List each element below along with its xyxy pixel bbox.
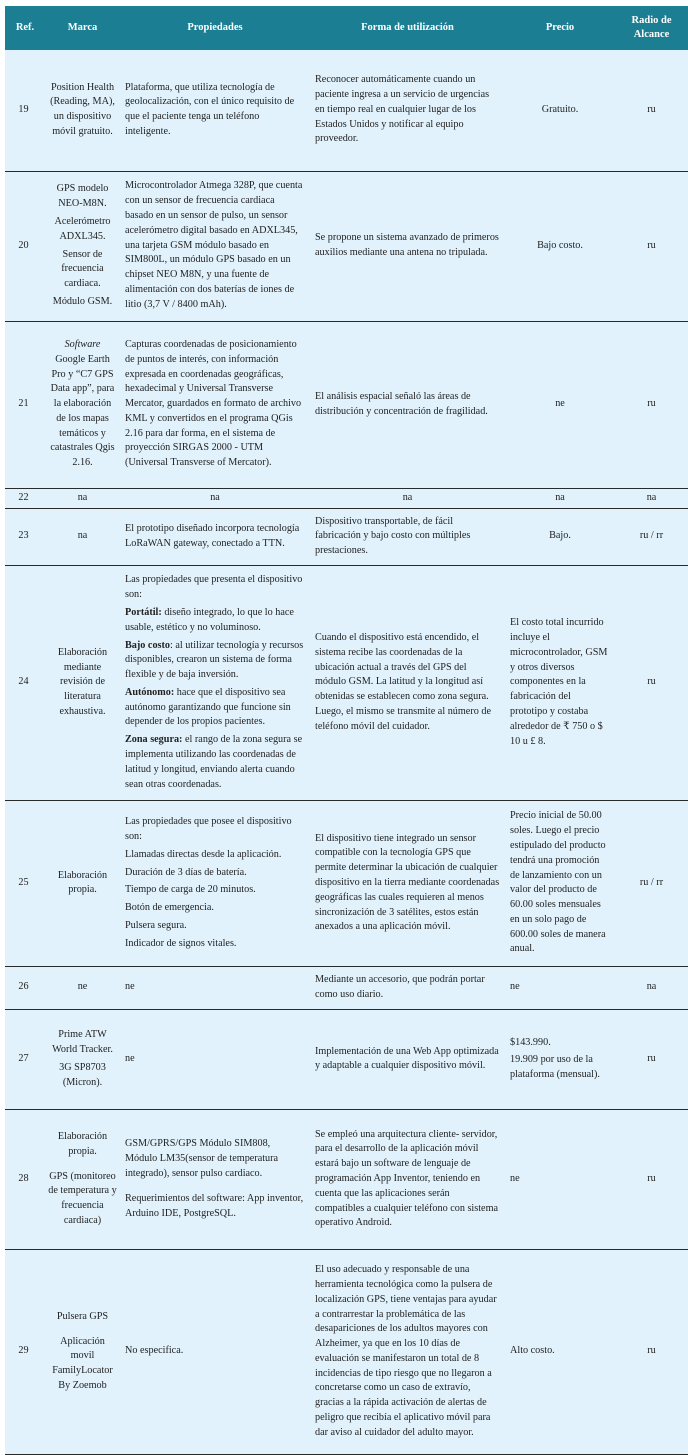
table-row bbox=[5, 565, 688, 800]
devices-comparison-table bbox=[5, 6, 688, 1455]
marca-line: GPS (monitoreo de temperatura y frecuencia cardiaca) bbox=[48, 1170, 117, 1226]
propiedad-key: Portátil: bbox=[125, 606, 162, 618]
cell-radio: na bbox=[646, 491, 657, 503]
marca-line: Aplicación movil FamilyLocator By Zoemob bbox=[52, 1335, 113, 1392]
cell-forma: El análisis espacial señaló las áreas de distribución y concentración de fragilidad. bbox=[315, 390, 488, 417]
propiedad-item: Duración de 3 días de batería. bbox=[125, 866, 247, 878]
cell-precio: ne bbox=[555, 398, 565, 410]
cell-ref: 27 bbox=[18, 1052, 29, 1064]
cell-forma: na bbox=[402, 491, 413, 503]
propiedad-key: Zona segura: bbox=[125, 734, 183, 746]
table-row bbox=[5, 488, 688, 508]
cell-ref: 24 bbox=[18, 676, 29, 688]
cell-forma: Cuando el dispositivo está encendido, el sistema recibe las coordenadas de la ubicación actual a través del GPS del módulo GSM. La latitud y la longitud así obtenidas se establecen como zona segura. Luego, el mismo se transmite al número de teléfono móvil del cuidador. bbox=[315, 632, 491, 732]
propiedad-item: Botón de emergencia. bbox=[125, 902, 214, 914]
table-row bbox=[5, 966, 688, 1009]
cell-ref: 19 bbox=[18, 103, 29, 115]
cell-forma: Mediante un accesorio, que podrán portar como uso diario. bbox=[315, 974, 485, 1000]
table-row bbox=[5, 1009, 688, 1109]
propiedad-item bbox=[125, 606, 305, 636]
cell-precio: Precio inicial de 50.00 soles. Luego el precio estipulado del producto tendrá una promoción de lanzamiento con un valor del producto de 60.00 soles mensuales en un solo pago de 600.00 soles de manera anual. bbox=[510, 810, 606, 955]
cell-ref: 25 bbox=[18, 876, 29, 888]
header-precio: Precio bbox=[505, 6, 615, 50]
propiedad-item bbox=[125, 686, 305, 730]
cell-forma: Se propone un sistema avanzado de primeros auxilios mediante una antena no tripulada. bbox=[315, 232, 499, 258]
propiedad-item bbox=[125, 733, 305, 792]
table-row bbox=[5, 171, 688, 321]
cell-radio: ru / rr bbox=[639, 530, 664, 542]
propiedad-text: el rango de la zona segura se implementa utilizando las coordenadas de latitud y longitud, enviando alerta cuando sean otras coordenadas. bbox=[125, 734, 303, 790]
propiedad-text: diseño integrado, lo que lo hace usable, estético y no voluminoso. bbox=[125, 606, 294, 633]
propiedad-text: : al utilizar tecnología y recursos disponibles, crearon un sistema de forma flexible y de baja inversión. bbox=[125, 639, 304, 681]
propiedad-item: Indicador de signos vitales. bbox=[125, 937, 237, 949]
cell-marca: Position Health (Reading, MA), un dispositivo móvil gratuito. bbox=[50, 81, 115, 138]
cell-marca bbox=[45, 1249, 120, 1454]
header-marca: Marca bbox=[45, 6, 120, 50]
cell-radio: ru bbox=[647, 239, 656, 251]
cell-precio: ne bbox=[510, 1172, 520, 1184]
propiedad-key: Autónomo: bbox=[125, 686, 175, 698]
cell-forma: Reconocer automáticamente cuando un paciente ingresa a un servicio de urgencias en tiempo real en cualquier lugar de los Estados Unidos y notificar al equipo proveedor. bbox=[315, 74, 490, 145]
propiedad-item: Pulsera segura. bbox=[125, 919, 187, 931]
table-row bbox=[5, 321, 688, 488]
header-forma: Forma de utilización bbox=[310, 6, 505, 50]
cell-precio: Alto costo. bbox=[510, 1345, 555, 1357]
cell-ref: 20 bbox=[18, 239, 29, 251]
cell-propiedades: ne bbox=[125, 1052, 135, 1064]
table-header-row bbox=[5, 6, 688, 50]
marca-line: Acelerómetro ADXL345. bbox=[54, 215, 111, 242]
cell-forma: Implementación de una Web App optimizada y adaptable a cualquier dispositivo móvil. bbox=[315, 1045, 499, 1072]
cell-marca bbox=[45, 171, 120, 321]
marca-line: Elaboración propia. bbox=[57, 1131, 108, 1157]
cell-precio: Bajo costo. bbox=[537, 239, 583, 251]
cell-ref: 26 bbox=[18, 981, 29, 993]
cell-ref: 29 bbox=[18, 1345, 29, 1357]
cell-precio: ne bbox=[510, 981, 520, 993]
cell-radio: ru bbox=[647, 398, 656, 410]
cell-forma: El uso adecuado y responsable de una herramienta tecnológica como la pulsera de localización GPS, tiene ventajas para ayudar a contrarrestar la problemática de las desapariciones de los adultos mayores con Alzheimer, ya que en los 10 días de evaluación se manifestaron un total de 8 incidencias de tipo riesgo que no llegaron a concretarse como un caso de extravío, gracias a la rápida activación de alertas de peligro que recibía el aplicativo móvil para dar aviso al cuidador del adulto mayor. bbox=[315, 1264, 497, 1438]
cell-propiedades: ne bbox=[125, 981, 135, 993]
cell-propiedades bbox=[120, 800, 310, 966]
cell-ref: 22 bbox=[18, 491, 29, 503]
table-row bbox=[5, 800, 688, 966]
cell-radio: ru / rr bbox=[639, 876, 664, 888]
cell-propiedades bbox=[120, 565, 310, 800]
table-row bbox=[5, 508, 688, 565]
cell-radio: ru bbox=[647, 103, 656, 115]
cell-marca: na bbox=[77, 530, 88, 542]
propiedad-key: Bajo costo bbox=[125, 639, 170, 651]
marca-text: Google Earth Pro y “C7 GPS Data app”, para la elaboración de los mapas temáticos y catastrales Qgis 2.16. bbox=[50, 353, 115, 469]
marca-line: Sensor de frecuencia cardiaca. bbox=[61, 248, 104, 290]
header-propiedades: Propiedades bbox=[120, 6, 310, 50]
marca-line: Módulo GSM. bbox=[52, 295, 113, 307]
cell-propiedades: No especifica. bbox=[125, 1345, 184, 1357]
cell-marca: Elaboración mediante revisión de literatura exhaustiva. bbox=[57, 646, 108, 718]
cell-radio: ru bbox=[647, 1052, 656, 1064]
propiedades-intro: Las propiedades que presenta el dispositivo son: bbox=[125, 574, 303, 601]
cell-precio: na bbox=[555, 491, 565, 503]
cell-propiedades: Capturas coordenadas de posicionamiento de puntos de interés, con información expresada en coordenadas geográficas, hexadecimal y Universal Transverse Mercator, guardados en formato de archivo KML y convertidos en el programa QGis 2.16 para dar forma, en el sistema de proyección SIRGAS 2000 - UTM (Universal Transverse of Mercator). bbox=[125, 338, 302, 469]
cell-radio: na bbox=[646, 981, 657, 993]
cell-marca bbox=[45, 1109, 120, 1249]
table-row bbox=[5, 1109, 688, 1249]
propiedad-item: Llamadas directas desde la aplicación. bbox=[125, 848, 282, 860]
cell-radio: ru bbox=[647, 1172, 656, 1184]
cell-propiedades bbox=[120, 1109, 310, 1249]
cell-marca: ne bbox=[77, 981, 88, 993]
cell-marca bbox=[45, 1009, 120, 1109]
cell-ref: 21 bbox=[18, 398, 29, 410]
cell-precio bbox=[505, 1009, 615, 1109]
cell-propiedades: na bbox=[210, 491, 220, 503]
header-ref: Ref. bbox=[5, 6, 45, 50]
propiedad-item: GSM/GPRS/GPS Módulo SIM808, Módulo LM35(sensor de temperatura integrado), sensor pulso cardiaco. bbox=[125, 1138, 279, 1179]
propiedad-item: Requerimientos del software: App inventor, Arduino IDE, PostgreSQL. bbox=[125, 1192, 304, 1219]
cell-propiedades: Plataforma, que utiliza tecnología de geolocalización, con el único requisito de que el paciente tenga un teléfono inteligente. bbox=[125, 81, 295, 138]
cell-propiedades: Microcontrolador Atmega 328P, que cuenta con un sensor de frecuencia cardiaca basado en un sensor de pulso, un sensor acelerómetro digital basado en ADXL345, una tarjeta GSM módulo basado en SIM800L, un módulo GPS basado en un chipset NEO M8N, y una fuente de alimentación con dos baterías de iones de litio (3,7 V / 8400 mAh). bbox=[125, 180, 303, 310]
cell-ref: 28 bbox=[18, 1172, 29, 1184]
cell-propiedades: El prototipo diseñado incorpora tecnología LoRaWAN gateway, conectado a TTN. bbox=[125, 522, 300, 549]
cell-marca bbox=[45, 321, 120, 488]
marca-line: GPS modelo NEO-M8N. bbox=[56, 183, 109, 210]
cell-radio: ru bbox=[647, 676, 656, 688]
marca-line: Pulsera GPS bbox=[56, 1310, 109, 1322]
cell-radio: ru bbox=[647, 1345, 656, 1357]
header-radio: Radio de Alcance bbox=[615, 6, 688, 50]
cell-marca: na bbox=[77, 491, 88, 503]
propiedad-item: Tiempo de carga de 20 minutos. bbox=[125, 884, 256, 896]
table-row bbox=[5, 1249, 688, 1454]
marca-italic: Software bbox=[64, 338, 101, 350]
propiedad-item bbox=[125, 639, 305, 683]
cell-ref: 23 bbox=[18, 530, 29, 542]
marca-line: Prime ATW World Tracker. bbox=[52, 1029, 113, 1056]
cell-forma: El dispositivo tiene integrado un sensor compatible con la tecnología GPS que permite determinar la ubicación de cualquier dispositivo en la tierra mediante coordenadas geográficas las cuales requieren al menos sincronización de 3 satélites, estos están anexados a una aplicación móvil. bbox=[315, 832, 500, 933]
cell-marca: Elaboración propia. bbox=[57, 869, 108, 896]
cell-precio: El costo total incurrido incluye el microcontrolador, GSM y otros diversos componentes en la fabricación del prototipo y costaba alrededor de ₹ 750 o $ 10 u £ 8. bbox=[510, 617, 608, 747]
marca-line: 3G SP8703 (Micron). bbox=[59, 1061, 106, 1088]
cell-precio: Gratuito. bbox=[541, 103, 579, 115]
propiedad-text: hace que el dispositivo sea autónomo garantizando que funcione sin depender de los propios pacientes. bbox=[125, 686, 291, 728]
cell-forma: Dispositivo transportable, de fácil fabricación y bajo costo con múltiples prestaciones. bbox=[315, 515, 471, 557]
cell-precio: Bajo. bbox=[549, 530, 571, 542]
table-row bbox=[5, 50, 688, 171]
precio-line: $143.990. bbox=[510, 1036, 551, 1048]
cell-forma: Se empleó una arquitectura cliente- servidor, para el desarrollo de la aplicación móvil estará bajo un software de lenguaje de programación App Inventor, teniendo en cuenta que las aplicaciones serán compatibles a cualquier teléfono con sistema operativo Android. bbox=[315, 1128, 499, 1229]
propiedades-intro: Las propiedades que posee el dispositivo son: bbox=[125, 816, 292, 842]
precio-line: 19.909 por uso de la plataforma (mensual). bbox=[510, 1054, 600, 1081]
